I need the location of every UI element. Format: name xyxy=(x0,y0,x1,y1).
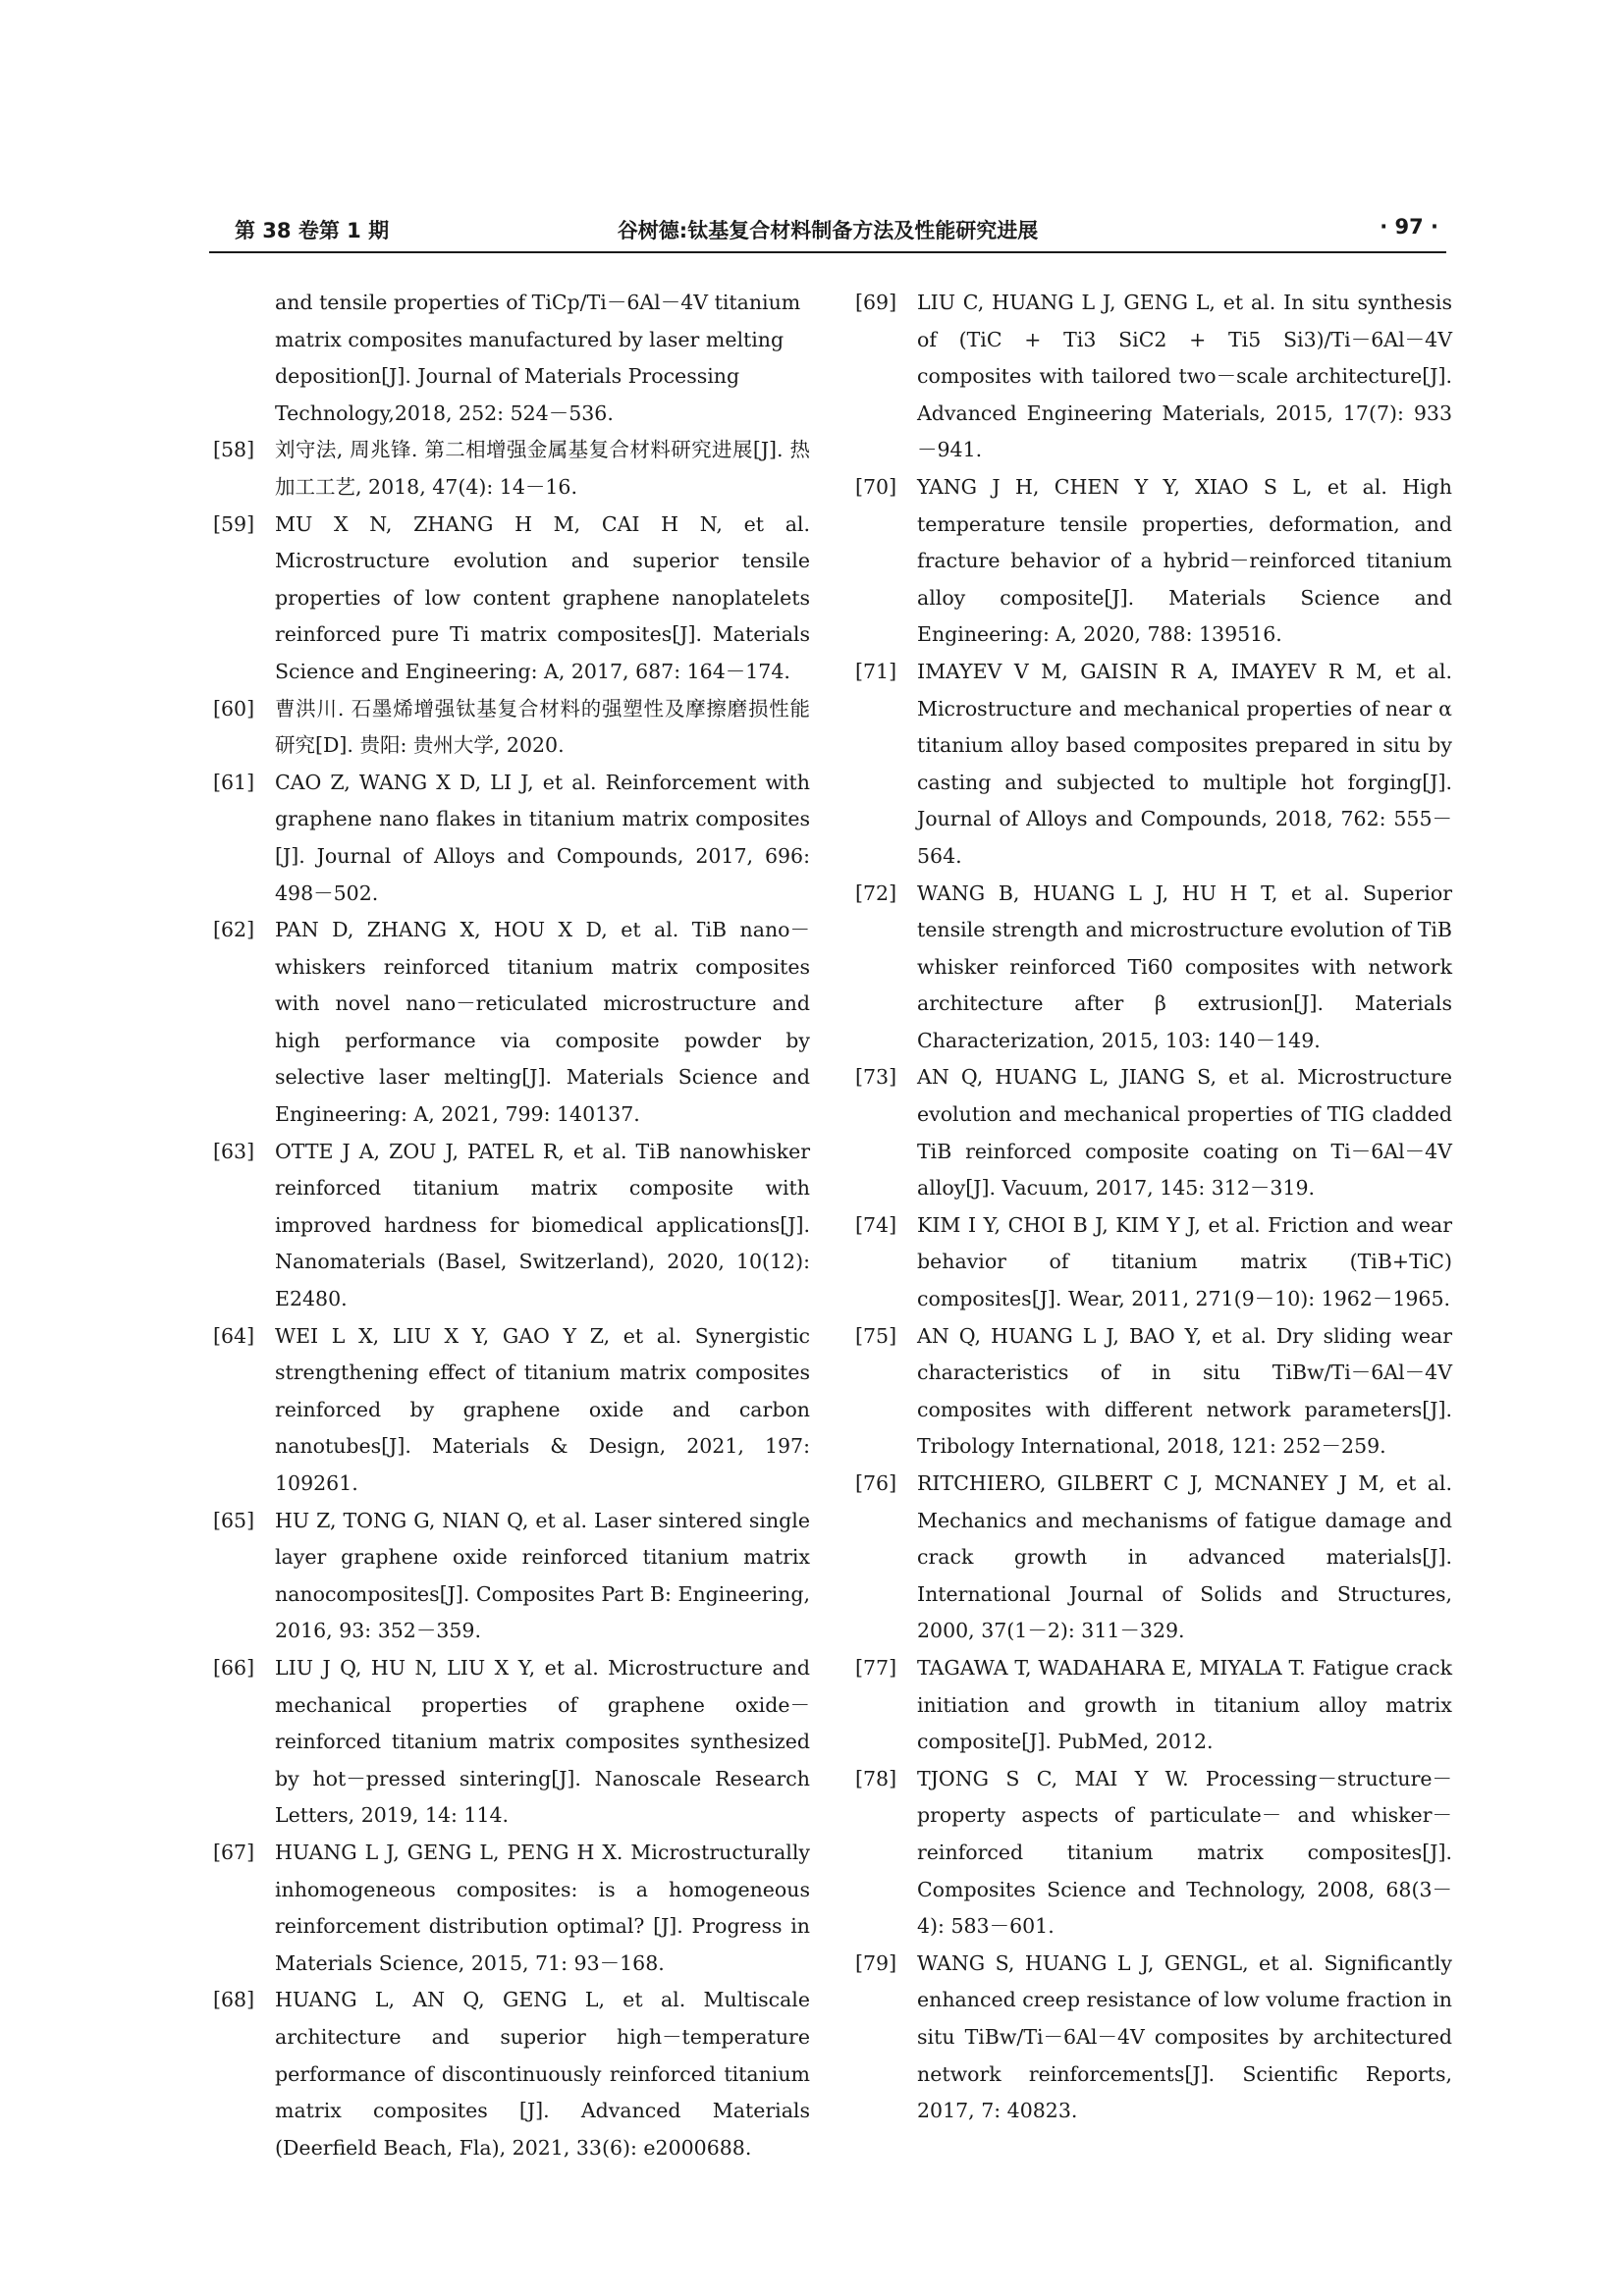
reference-59 xyxy=(213,507,810,691)
reference-number: [58] xyxy=(213,438,255,462)
reference-number: [61] xyxy=(213,770,255,794)
reference-text: HUANG L J, GENG L, PENG H X. Microstructurally inhomogeneous composites: is a homogeneous reinforcement distribution optimal? [J]. Progress in Materials Science, 2015, 71: 93－168. xyxy=(275,1840,810,1975)
reference-77 xyxy=(855,1650,1452,1761)
reference-number: [79] xyxy=(855,1950,897,1975)
running-header xyxy=(209,209,1446,246)
reference-74 xyxy=(855,1207,1452,1318)
reference-79 xyxy=(855,1946,1452,2130)
reference-text: KIM I Y, CHOI B J, KIM Y J, et al. Friction and wear behavior of titanium matrix (TiB+TiC) composites[J]. Wear, 2011, 271(9－10): 1962－1965. xyxy=(917,1212,1452,1311)
reference-65 xyxy=(213,1503,810,1650)
reference-text: PAN D, ZHANG X, HOU X D, et al. TiB nano－whiskers reinforced titanium matrix composites with novel nano－reticulated microstructure and high performance via composite powder by selective laser melting[J]. Materials Science and Engineering: A, 2021, 799: 140137. xyxy=(275,918,810,1127)
reference-number: [77] xyxy=(855,1655,897,1680)
reference-text: HUANG L, AN Q, GENG L, et al. Multiscale architecture and superior high－temperature performance of discontinuously reinforced titanium matrix composites [J]. Advanced Materials (Deerfield Beach, Fla), 2021, 33(6): e2000688. xyxy=(275,1988,810,2160)
reference-72 xyxy=(855,876,1452,1060)
reference-number: [71] xyxy=(855,659,897,683)
reference-68 xyxy=(213,1982,810,2166)
reference-text: LIU C, HUANG L J, GENG L, et al. In situ synthesis of (TiC + Ti3 SiC2 + Ti5 Si3)/Ti－6Al－4V composites with tailored two－scale architecture[J]. Advanced Engineering Materials, 2015, 17(7): 933－941. xyxy=(917,291,1452,462)
reference-text: WANG S, HUANG L J, GENGL, et al. Significantly enhanced creep resistance of low volume fraction in situ TiBw/Ti－6Al－4V composites by architectured network reinforcements[J]. Scientific Reports, 2017, 7: 40823. xyxy=(917,1950,1452,2123)
reference-text: TJONG S C, MAI Y W. Processing－structure－property aspects of particulate－ and whisker－reinforced titanium matrix composites[J]. Composites Science and Technology, 2008, 68(3－4): 583－601. xyxy=(917,1766,1452,1939)
reference-number: [60] xyxy=(213,696,255,721)
reference-text: LIU J Q, HU N, LIU X Y, et al. Microstructure and mechanical properties of graphene oxide－reinforced titanium matrix composites synthesized by hot－pressed sintering[J]. Nanoscale Research Letters, 2019, 14: 114. xyxy=(275,1655,810,1828)
reference-number: [78] xyxy=(855,1766,897,1790)
reference-78 xyxy=(855,1761,1452,1946)
reference-text: OTTE J A, ZOU J, PATEL R, et al. TiB nanowhisker reinforced titanium matrix composite with improved hardness for biomedical applications[J]. Nanomaterials (Basel, Switzerland), 2020, 10(12): E2480. xyxy=(275,1139,810,1311)
reference-62 xyxy=(213,912,810,1134)
reference-57-continuation: and tensile properties of TiCp/Ti－6Al－4V titanium matrix composites manufactured by laser melting deposition[J]. Journal of Materials Processing Technology,2018, 252: 524－536. xyxy=(275,291,801,425)
reference-number: [76] xyxy=(855,1471,897,1495)
reference-number: [74] xyxy=(855,1212,897,1237)
reference-text: HU Z, TONG G, NIAN Q, et al. Laser sintered single layer graphene oxide reinforced titanium matrix nanocomposites[J]. Composites Part B: Engineering, 2016, 93: 352－359. xyxy=(275,1508,810,1643)
reference-67 xyxy=(213,1835,810,1982)
reference-number: [73] xyxy=(855,1065,897,1090)
reference-text: IMAYEV V M, GAISIN R A, IMAYEV R M, et al. Microstructure and mechanical properties of near α titanium alloy based composites prepared in situ by casting and subjected to multiple hot forging[J]. Journal of Alloys and Compounds, 2018, 762: 555－564. xyxy=(917,659,1452,868)
reference-number: [68] xyxy=(213,1988,255,2012)
reference-number: [67] xyxy=(213,1840,255,1864)
article-title: 谷树德:钛基复合材料制备方法及性能研究进展 xyxy=(617,219,1039,242)
reference-number: [64] xyxy=(213,1323,255,1348)
reference-text: CAO Z, WANG X D, LI J, et al. Reinforcement with graphene nano flakes in titanium matrix composites [J]. Journal of Alloys and Compounds, 2017, 696: 498－502. xyxy=(275,770,810,905)
reference-number: [69] xyxy=(855,291,897,314)
reference-text: 曹洪川. 石墨烯增强钛基复合材料的强塑性及摩擦磨损性能研究[D]. 贵阳: 贵州大学, 2020. xyxy=(275,696,810,758)
reference-text: YANG J H, CHEN Y Y, XIAO S L, et al. High temperature tensile properties, deformation, and fracture behavior of a hybrid－reinforced titanium alloy composite[J]. Materials Science and Engineering: A, 2020, 788: 139516. xyxy=(917,474,1452,647)
reference-text: AN Q, HUANG L J, BAO Y, et al. Dry sliding wear characteristics of in situ TiBw/Ti－6Al－4V composites with different network parameters[J]. Tribology International, 2018, 121: 252－259. xyxy=(917,1323,1452,1459)
reference-text: WANG B, HUANG L J, HU H T, et al. Superior tensile strength and microstructure evolution of TiB whisker reinforced Ti60 composites with network architecture after β extrusion[J]. Materials Characterization, 2015, 103: 140－149. xyxy=(917,881,1452,1052)
reference-number: [59] xyxy=(213,511,255,536)
reference-number: [63] xyxy=(213,1139,255,1163)
reference-number: [62] xyxy=(213,918,255,942)
reference-number: [66] xyxy=(213,1655,255,1680)
reference-66 xyxy=(213,1650,810,1835)
reference-61 xyxy=(213,765,810,912)
right-column xyxy=(855,285,1452,2130)
reference-63 xyxy=(213,1134,810,1318)
page-number: · 97 · xyxy=(1380,215,1438,239)
reference-number: [72] xyxy=(855,881,897,905)
reference-69 xyxy=(855,285,1452,469)
reference-text: 刘守法, 周兆锋. 第二相增强金属基复合材料研究进展[J]. 热加工工艺, 2018, 47(4): 14－16. xyxy=(275,438,810,499)
reference-text: WEI L X, LIU X Y, GAO Y Z, et al. Synergistic strengthening effect of titanium matrix composites reinforced by graphene oxide and carbon nanotubes[J]. Materials & Design, 2021, 197: 109261. xyxy=(275,1323,810,1495)
reference-text: AN Q, HUANG L, JIANG S, et al. Microstructure evolution and mechanical properties of TIG cladded TiB reinforced composite coating on Ti－6Al－4V alloy[J]. Vacuum, 2017, 145: 312－319. xyxy=(917,1065,1452,1201)
journal-issue: 第 38 卷第 1 期 xyxy=(235,219,390,242)
reference-60 xyxy=(213,691,810,765)
header-rule xyxy=(209,251,1446,253)
reference-71 xyxy=(855,654,1452,876)
reference-number: [70] xyxy=(855,474,897,499)
reference-58 xyxy=(213,432,810,506)
reference-73 xyxy=(855,1059,1452,1206)
left-column xyxy=(213,285,810,2166)
reference-70 xyxy=(855,469,1452,654)
reference-text: RITCHIERO, GILBERT C J, MCNANEY J M, et al. Mechanics and mechanisms of fatigue damage and crack growth in advanced materials[J]. International Journal of Solids and Structures, 2000, 37(1－2): 311－329. xyxy=(917,1471,1452,1643)
reference-64 xyxy=(213,1318,810,1503)
reference-text: MU X N, ZHANG H M, CAI H N, et al. Microstructure evolution and superior tensile properties of low content graphene nanoplatelets reinforced pure Ti matrix composites[J]. Materials Science and Engineering: A, 2017, 687: 164－174. xyxy=(275,511,810,683)
reference-number: [65] xyxy=(213,1508,255,1532)
reference-number: [75] xyxy=(855,1323,897,1348)
reference-76 xyxy=(855,1466,1452,1650)
reference-75 xyxy=(855,1318,1452,1466)
reference-text: TAGAWA T, WADAHARA E, MIYALA T. Fatigue crack initiation and growth in titanium alloy matrix composite[J]. PubMed, 2012. xyxy=(917,1655,1452,1754)
